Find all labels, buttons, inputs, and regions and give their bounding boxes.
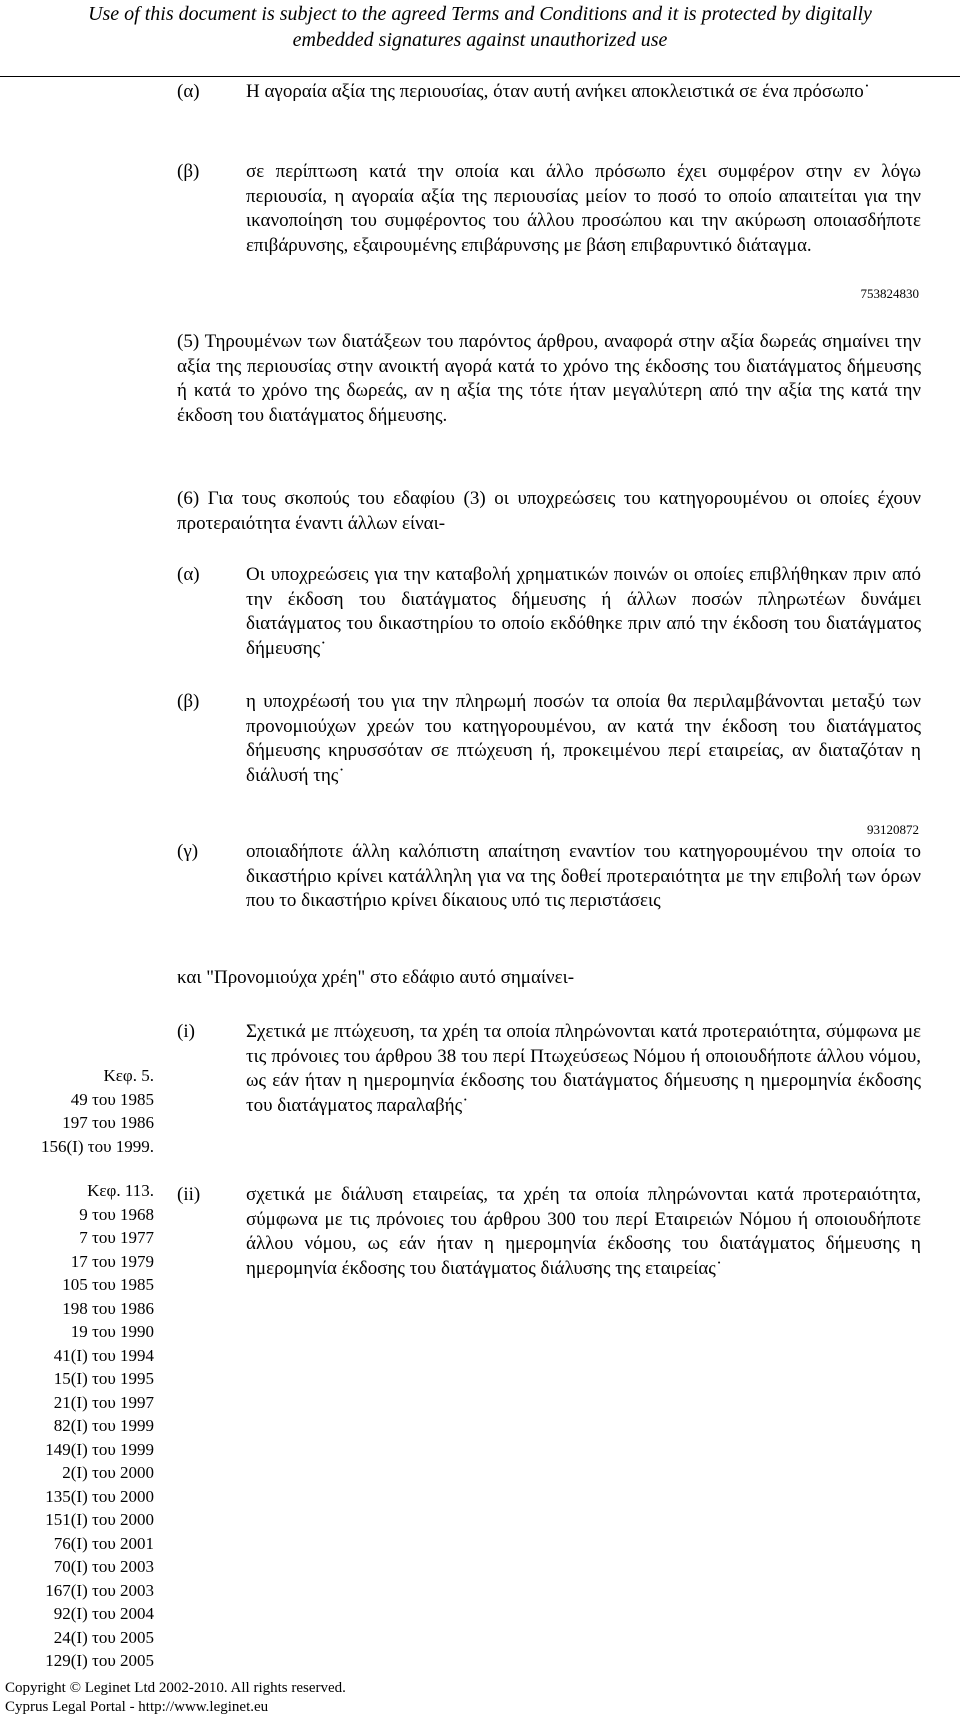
- item-text: Η αγοραία αξία της περιουσίας, όταν αυτή ανήκει αποκλειστικά σε ένα πρόσωπο˙: [246, 81, 871, 102]
- margin-note-line: 135(Ι) του 2000: [45, 1486, 154, 1506]
- item-text: η υποχρέωσή του για την πληρωμή ποσών τα οποία θα περιλαμβάνονται μεταξύ των προνομιούχων χρεών του κατηγορουμένου, αν κατά την έκδοση του διατάγματος δήμευσης κηρυσσόταν σε πτώχευση ή, προκειμένου περί εταιρείας, αν διαταζόταν η διάλυσή της˙: [246, 691, 921, 786]
- item-text: Οι υποχρεώσεις για την καταβολή χρηματικών ποινών οι οποίες επιβλήθηκαν πριν από την έκδοση του διατάγματος δήμευσης ή άλλων ποσών πληρωτέων δυνάμει διατάγματος του δικαστηρίου το οποίο εκδόθηκε πριν από την έκδοση του διατάγματος δήμευσης˙: [246, 564, 921, 659]
- margin-note-line: 7 του 1977: [79, 1228, 154, 1247]
- margin-note-line: 19 του 1990: [70, 1322, 154, 1341]
- paragraph-6: (6) Για τους σκοπούς του εδαφίου (3) οι υποχρεώσεις του κατηγορουμένου οι οποίες έχουν προτεραιότητα έναντι άλλων είναι-: [177, 488, 921, 534]
- item-text: οποιαδήποτε άλλη καλόπιστη απαίτηση εναντίον του κατηγορουμένου την οποία το δικαστήριο κρίνει κατάλληλη για να της δοθεί προτεραιότητα με την επιβολή των όρων που το δικαστήριο κρίνει δίκαιους υπό τις περιστάσεις: [246, 841, 921, 911]
- item-text: Σχετικά με πτώχευση, τα χρέη τα οποία πληρώνονται κατά προτεραιότητα, σύμφωνα με τις πρόνοιες του άρθρου 38 του περί Πτωχεύσεως Νόμου ή οποιουδήποτε άλλου νόμου, ως εάν ήταν η ημερομηνία έκδοσης του διατάγματος δήμευσης η ημερομηνία έκδοσης του διατάγματος παραλαβής˙: [246, 1021, 921, 1116]
- usage-notice-line-1: Use of this document is subject to the agreed Terms and Conditions and it is protected by digitally: [88, 3, 872, 25]
- item-label: (α): [177, 81, 200, 102]
- item-label: (ii): [177, 1184, 201, 1205]
- margin-note-line: 151(Ι) του 2000: [45, 1510, 154, 1529]
- margin-note-line: Κεφ. 5.: [103, 1066, 154, 1085]
- margin-note-line: 197 του 1986: [62, 1113, 154, 1132]
- item-label: (α): [177, 564, 200, 585]
- usage-notice-line-2: embedded signatures against unauthorized use: [292, 29, 668, 51]
- portal-link[interactable]: Cyprus Legal Portal - http://www.leginet.eu: [5, 1699, 269, 1715]
- item-text: σχετικά με διάλυση εταιρείας, τα χρέη τα οποία πληρώνονται κατά προτεραιότητα, σύμφωνα με τις πρόνοιες του άρθρου 300 του περί Εταιρειών Νόμου ή οποιουδήποτε άλλου νόμου, ως εάν ήταν η ημερομηνία έκδοσης του διατάγματος δήμευσης η ημερομηνία έκδοσης του διατάγματος διάλυσης της εταιρείας˙: [246, 1184, 921, 1279]
- reference-number: 93120872: [867, 822, 919, 837]
- margin-note-line: 2(Ι) του 2000: [62, 1463, 154, 1482]
- margin-note-line: 167(Ι) του 2003: [45, 1580, 154, 1600]
- margin-note-line: 82(Ι) του 1999: [53, 1416, 154, 1435]
- margin-note-line: 129(Ι) του 2005: [45, 1651, 154, 1670]
- item-text: σε περίπτωση κατά την οποία και άλλο πρόσωπο έχει συμφέρον στην εν λόγω περιουσία, η αγοραία αξία της περιουσίας μείον το ποσό το οποίο απαιτείται για την ικανοποίηση του συμφέροντος του άλλου προσώπου και την ακύρωση οποιασδήποτε επιβάρυνσης, εξαιρουμένης επιβάρυνσης με βάση επιβαρυντικό διάταγμα.: [246, 161, 921, 256]
- margin-note-line: Κεφ. 113.: [87, 1181, 154, 1200]
- margin-note-line: 76(Ι) του 2001: [53, 1533, 154, 1553]
- paragraph-5: (5) Τηρουμένων των διατάξεων του παρόντος άρθρου, αναφορά στην αξία δωρεάς σημαίνει την αξία της περιουσίας στην ανοικτή αγορά κατά το χρόνο της έκδοσης του διατάγματος δήμευσης ή κατά το χρόνο της δωρεάς, αν η αξία της τότε ήταν μεγαλύτερη από την αξία της κατά την έκδοση του διατάγματος δήμευσης.: [177, 331, 921, 426]
- margin-note-line: 24(Ι) του 2005: [53, 1627, 154, 1647]
- margin-note-line: 198 του 1986: [62, 1298, 154, 1318]
- margin-note-line: 49 του 1985: [70, 1089, 154, 1109]
- margin-note-line: 70(Ι) του 2003: [53, 1557, 154, 1576]
- margin-note-line: 92(Ι) του 2004: [53, 1604, 154, 1623]
- margin-note-line: 15(Ι) του 1995: [53, 1369, 154, 1388]
- usage-notice-header: [0, 0, 960, 77]
- margin-note-line: 17 του 1979: [70, 1251, 154, 1271]
- margin-note-companies-law: [45, 1179, 154, 1673]
- item-label: (β): [177, 161, 200, 182]
- margin-note-line: 9 του 1968: [79, 1204, 154, 1224]
- item-label: (β): [177, 691, 200, 712]
- item-label: (i): [177, 1021, 195, 1042]
- margin-note-line: 41(Ι) του 1994: [53, 1345, 154, 1365]
- item-label: (γ): [177, 841, 199, 862]
- privileged-debts-intro: και "Προνομιούχα χρέη" στο εδάφιο αυτό σημαίνει-: [177, 967, 575, 988]
- reference-number: 753824830: [860, 286, 919, 301]
- margin-note-bankruptcy-law: [41, 1064, 154, 1158]
- margin-note-line: 105 του 1985: [62, 1275, 154, 1294]
- margin-note-line: 21(Ι) του 1997: [53, 1392, 154, 1412]
- copyright-notice: Copyright © Leginet Ltd 2002-2010. All rights reserved.: [5, 1680, 346, 1696]
- margin-note-line: 149(Ι) του 1999: [45, 1439, 154, 1459]
- margin-note-line: 156(Ι) του 1999.: [41, 1136, 154, 1156]
